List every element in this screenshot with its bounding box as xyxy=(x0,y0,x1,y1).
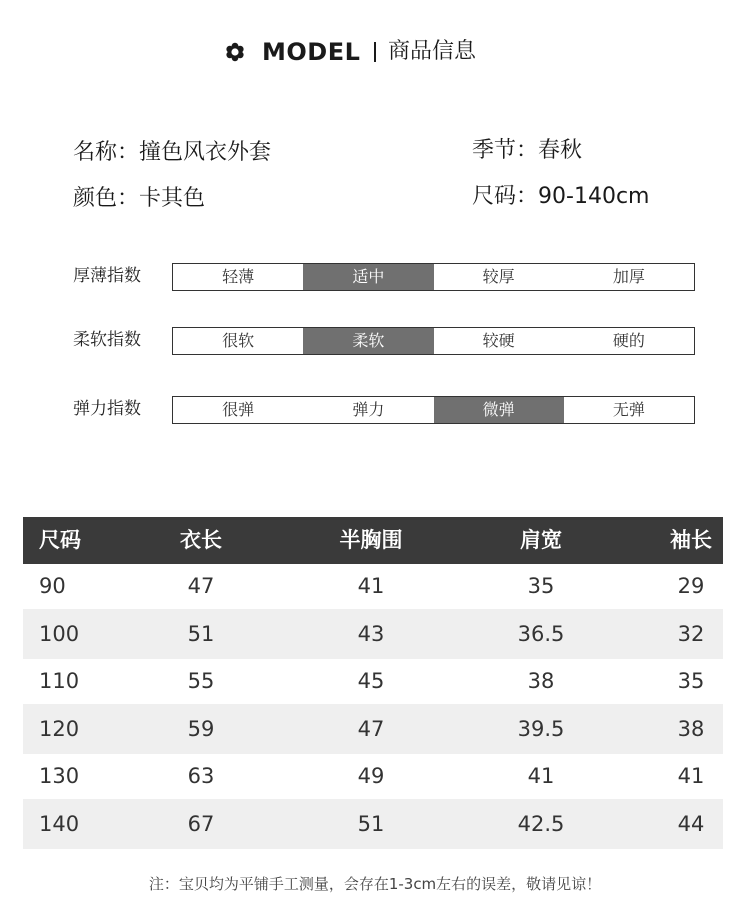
header-sleeve: 袖长 xyxy=(670,528,712,552)
cell-half-chest: 47 xyxy=(357,717,385,741)
cell-half-chest: 51 xyxy=(357,812,385,836)
cell-size: 90 xyxy=(39,574,66,598)
page-header xyxy=(0,36,750,68)
info-color xyxy=(73,184,205,214)
cell-shoulder: 41 xyxy=(527,764,555,788)
scale-cell: 较厚 xyxy=(482,267,515,286)
cell-shoulder: 42.5 xyxy=(517,812,565,836)
scale-cell: 弹力 xyxy=(352,400,385,419)
model-label: MODEL xyxy=(262,38,361,66)
table-row xyxy=(23,704,723,754)
scale-cell: 很软 xyxy=(222,331,255,350)
info-size xyxy=(472,182,649,212)
flower-icon xyxy=(225,42,245,62)
elasticity-label: 弹力指数 xyxy=(73,399,141,419)
scale-cell-selected: 微弹 xyxy=(434,397,564,423)
cell-sleeve: 29 xyxy=(677,574,705,598)
cell-length: 47 xyxy=(187,574,215,598)
elasticity-scale xyxy=(172,396,695,424)
header-size: 尺码 xyxy=(39,528,81,552)
cell-length: 59 xyxy=(187,717,215,741)
thickness-scale xyxy=(172,263,695,291)
name-label: 名称： xyxy=(73,140,140,165)
size-table xyxy=(23,517,723,849)
scale-cell: 较硬 xyxy=(482,331,515,350)
table-row xyxy=(23,799,723,849)
info-season xyxy=(472,136,582,166)
cell-size: 110 xyxy=(39,669,80,693)
cell-half-chest: 49 xyxy=(357,764,385,788)
table-row xyxy=(23,659,723,704)
cell-size: 120 xyxy=(39,717,80,741)
cell-shoulder: 35 xyxy=(527,574,555,598)
header-half-chest: 半胸围 xyxy=(339,528,403,552)
scale-cell: 无弹 xyxy=(612,400,645,419)
thickness-label: 厚薄指数 xyxy=(73,266,141,286)
cell-shoulder: 39.5 xyxy=(517,717,565,741)
cell-sleeve: 41 xyxy=(677,764,705,788)
table-row xyxy=(23,754,723,799)
header-length: 衣长 xyxy=(180,528,222,552)
cell-length: 51 xyxy=(187,622,215,646)
size-label: 尺码： xyxy=(472,184,539,209)
name-value: 撞色风衣外套 xyxy=(139,140,272,165)
cell-sleeve: 38 xyxy=(677,717,705,741)
softness-scale xyxy=(172,327,695,355)
cell-shoulder: 36.5 xyxy=(517,622,565,646)
cell-length: 63 xyxy=(187,764,215,788)
color-value: 卡其色 xyxy=(139,186,206,211)
cell-sleeve: 32 xyxy=(677,622,705,646)
scale-cell: 轻薄 xyxy=(222,267,255,286)
scale-cell-selected: 适中 xyxy=(303,264,433,290)
table-header xyxy=(23,517,723,564)
cell-size: 140 xyxy=(39,812,80,836)
softness-label: 柔软指数 xyxy=(73,330,141,350)
header-shoulder: 肩宽 xyxy=(520,528,562,552)
info-name xyxy=(73,138,271,168)
header-divider xyxy=(374,42,376,62)
color-label: 颜色： xyxy=(73,186,140,211)
table-row xyxy=(23,564,723,609)
scale-cell: 加厚 xyxy=(612,267,645,286)
cell-shoulder: 38 xyxy=(527,669,555,693)
scale-cell: 很弹 xyxy=(222,400,255,419)
cell-sleeve: 44 xyxy=(677,812,705,836)
season-value: 春秋 xyxy=(538,138,583,163)
cell-half-chest: 43 xyxy=(357,622,385,646)
scale-cell: 硬的 xyxy=(612,331,645,350)
cell-half-chest: 45 xyxy=(357,669,385,693)
cell-length: 67 xyxy=(187,812,215,836)
cell-length: 55 xyxy=(187,669,215,693)
cell-sleeve: 35 xyxy=(677,669,705,693)
cell-size: 130 xyxy=(39,764,80,788)
size-value: 90-140cm xyxy=(538,184,650,209)
table-row xyxy=(23,609,723,659)
scale-cell-selected: 柔软 xyxy=(303,328,433,354)
page-title: 商品信息 xyxy=(388,39,477,64)
cell-size: 100 xyxy=(39,622,80,646)
season-label: 季节： xyxy=(472,138,539,163)
cell-half-chest: 41 xyxy=(357,574,385,598)
measurement-note: 注：宝贝均为平铺手工测量，会存在1-3cm左右的误差，敬请见谅！ xyxy=(148,875,602,893)
